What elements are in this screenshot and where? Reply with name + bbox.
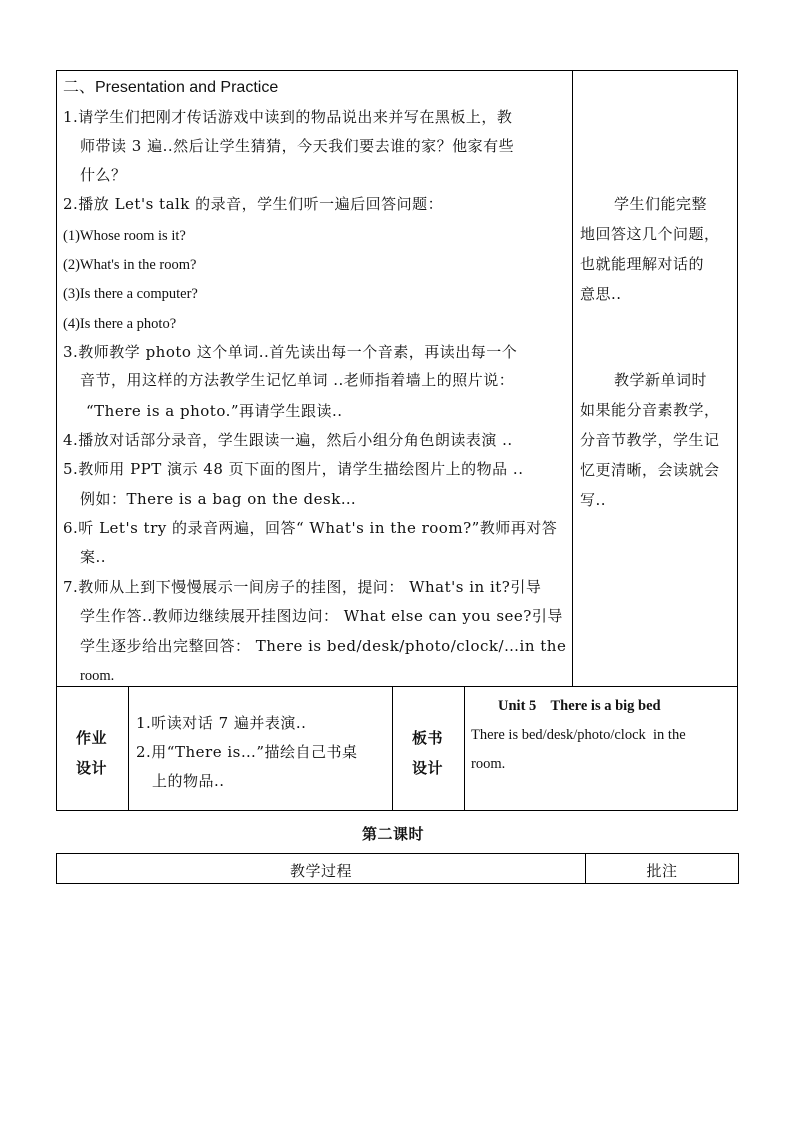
homework-item-2-line-1: 2.用“There is…”描绘自己书桌 xyxy=(136,743,358,761)
homework-item-2-line-2: 上的物品.. xyxy=(152,772,225,790)
note-2-line-2: 如果能分音素教学， xyxy=(580,401,720,419)
note-2-line-4: 忆更清晰，会读就会 xyxy=(580,461,720,479)
note-1-line-2: 地回答这几个问题， xyxy=(580,225,720,243)
table-border-right xyxy=(737,70,738,811)
question-4: (4)Is there a photo? xyxy=(63,316,177,332)
board-line-2: room. xyxy=(471,756,506,772)
column-header-process: 教学过程 xyxy=(289,862,352,880)
board-label-divider xyxy=(464,686,465,811)
question-2: (2)What's in the room? xyxy=(63,257,197,273)
board-line-1: There is bed/desk/photo/clock in the xyxy=(471,727,686,743)
question-3: (3)Is there a computer? xyxy=(63,286,198,302)
note-1-line-3: 也就能理解对话的 xyxy=(580,255,705,273)
homework-content-divider xyxy=(392,686,393,811)
second-table-right xyxy=(738,853,739,884)
board-label-line-1: 板书 xyxy=(412,729,444,747)
note-2-line-5: 写.. xyxy=(580,491,607,509)
step-3-line-1: 3.教师教学 photo 这个单词..首先读出每一个音素，再读出每一个 xyxy=(63,343,518,361)
second-lesson-title: 第二课时 xyxy=(362,825,425,843)
step-7-line-3: 学生逐步给出完整回答： There is bed/desk/photo/clock/…in the xyxy=(80,637,567,655)
step-2-line: 2.播放 Let's talk 的录音，学生们听一遍后回答问题： xyxy=(63,195,444,213)
step-7-line-4: room. xyxy=(80,668,115,684)
step-1-line-2: 师带读 3 遍..然后让学生猜猜，今天我们要去谁的家？他家有些 xyxy=(80,137,515,155)
second-table-bottom xyxy=(56,883,739,884)
step-3-line-3: “There is a photo.”再请学生跟读.. xyxy=(86,402,343,420)
table-border-bottom xyxy=(56,810,738,811)
homework-label-divider xyxy=(128,686,129,811)
step-4-line: 4.播放对话部分录音，学生跟读一遍，然后小组分角色朗读表演 .. xyxy=(63,431,513,449)
step-7-line-2: 学生作答..教师边继续展开挂图边问： What else can you see?引导 xyxy=(80,607,563,625)
row-divider xyxy=(56,686,738,687)
section-heading: 二、Presentation and Practice xyxy=(63,79,279,96)
table-border-top xyxy=(56,70,738,71)
step-5-line-2: 例如：There is a bag on the desk… xyxy=(80,490,357,508)
homework-label-line-2: 设计 xyxy=(76,759,108,777)
homework-label-line-1: 作业 xyxy=(76,729,108,747)
step-7-line-1: 7.教师从上到下慢慢展示一间房子的挂图，提问： What's in it?引导 xyxy=(63,578,542,596)
second-table-top xyxy=(56,853,739,854)
note-1-line-4: 意思.. xyxy=(580,285,622,303)
step-1-line-3: 什么？ xyxy=(80,166,127,184)
step-5-line-1: 5.教师用 PPT 演示 48 页下面的图片，请学生描绘图片上的物品 .. xyxy=(63,460,524,478)
note-1-line-1: 学生们能完整 xyxy=(614,195,708,213)
step-6-line-1: 6.听 Let's try 的录音两遍，回答“ What's in the room?”教师再对答 xyxy=(63,519,558,537)
board-label-line-2: 设计 xyxy=(412,759,444,777)
note-2-line-3: 分音节教学，学生记 xyxy=(580,431,720,449)
step-1-line-1: 1.请学生们把刚才传话游戏中读到的物品说出来并写在黑板上，教 xyxy=(63,108,513,126)
step-3-line-2: 音节，用这样的方法教学生记忆单词 ..老师指着墙上的照片说： xyxy=(80,371,515,389)
board-title: Unit 5 There is a big bed xyxy=(498,698,661,714)
column-divider xyxy=(572,70,573,687)
step-6-line-2: 案.. xyxy=(80,548,107,566)
question-1: (1)Whose room is it? xyxy=(63,228,186,244)
homework-item-1: 1.听读对话 7 遍并表演.. xyxy=(136,714,307,732)
note-2-line-1: 教学新单词时 xyxy=(614,371,708,389)
table-border-left xyxy=(56,70,57,811)
column-header-notes: 批注 xyxy=(646,862,678,880)
